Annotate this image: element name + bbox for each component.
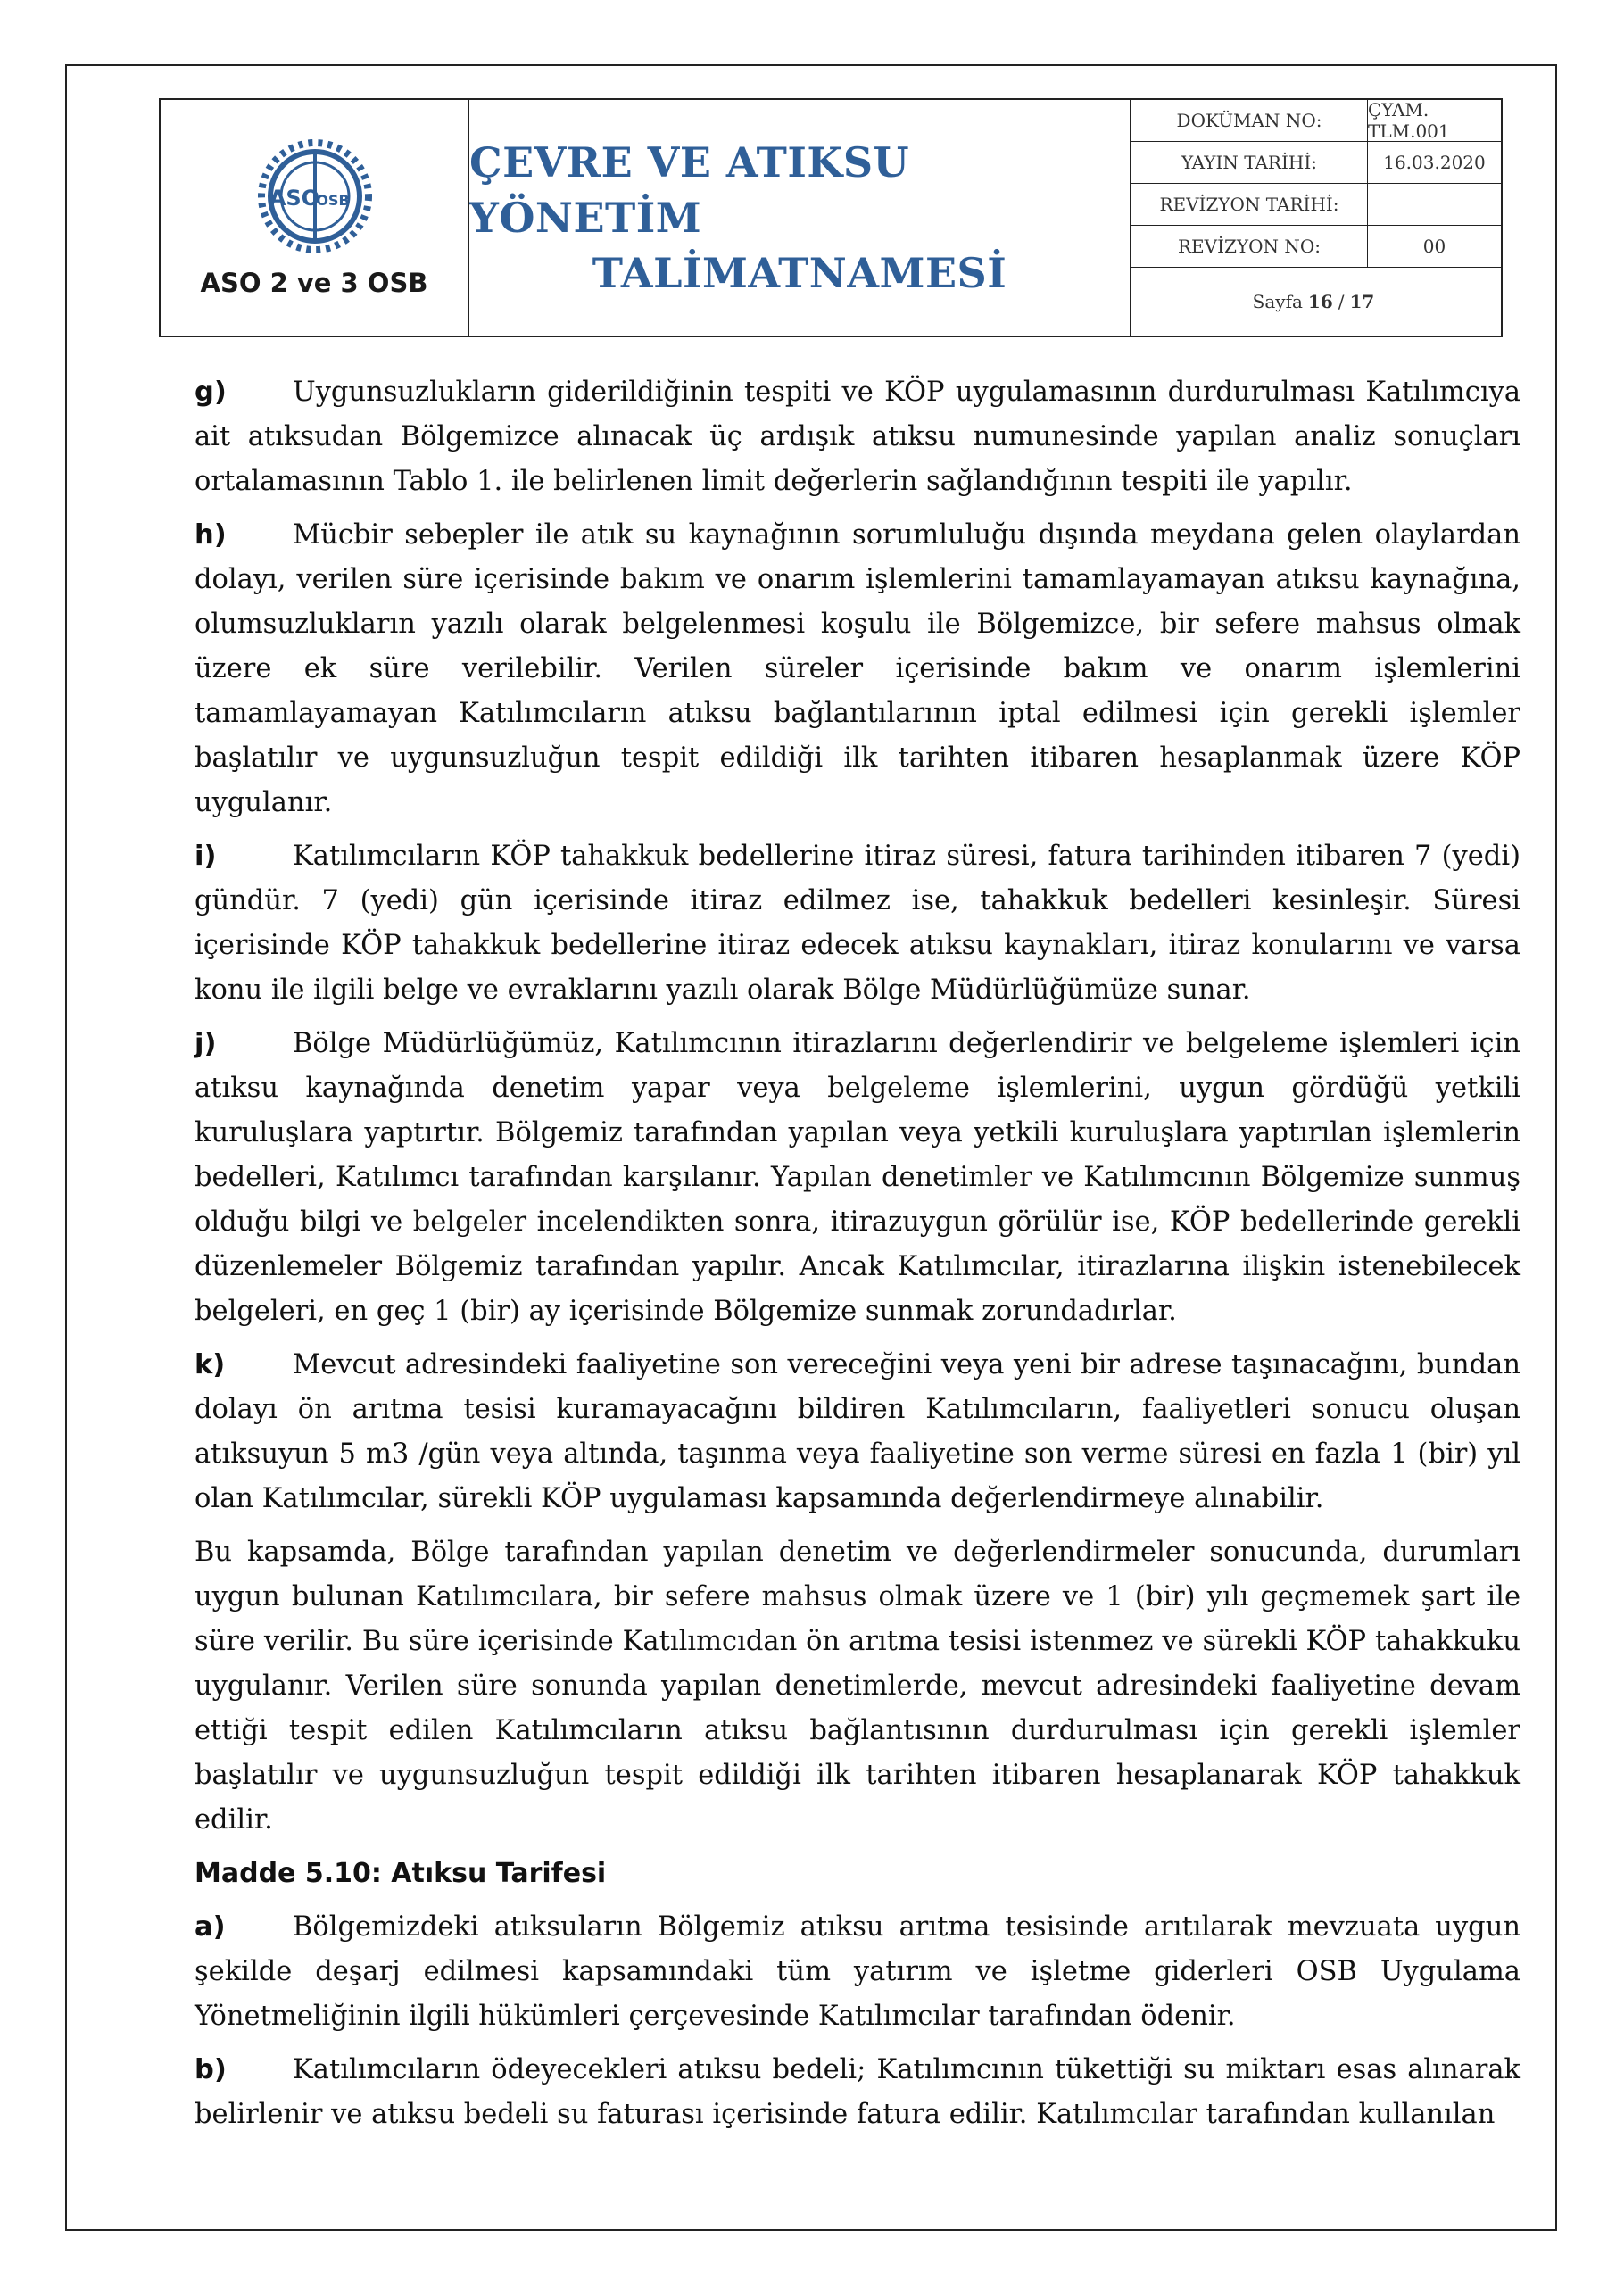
item-text: Mücbir sebepler ile atık su kaynağının sorumluluğu dışında meydana gelen olaylardan dolayı, verilen süre içerisinde bakım ve onarım işlemlerini tamamlayamayan atıksu kaynağına, olumsuzlukların yazılı olarak belgelenmesi koşulu ile Bölgemizce, bir sefere mahsus olmak üzere ek süre verilebilir. Verilen süreler içerisinde bakım ve onarım işlemlerini tamamlayamayan Katılımcıların atıksu bağlantılarının iptal edilmesi için gerekli işlemler başlatılır ve uygunsuzluğun tespit edildiği ilk tarihten itibaren hesaplanmak üzere KÖP uygulanır. bbox=[195, 519, 1520, 818]
meta-value bbox=[1368, 184, 1501, 225]
item-label: g) bbox=[195, 377, 227, 408]
item-label: h) bbox=[195, 519, 227, 551]
item-k-continuation: Bu kapsamda, Bölge tarafından yapılan denetim ve değerlendirmeler sonucunda, durumları uygun bulunan Katılımcılara, bir sefere mahsus olmak üzere ve 1 (bir) yılı geçmemek şart ile süre verilir. Bu süre içerisinde Katılımcıdan ön arıtma tesisi istenmez ve sürekli KÖP tahakkuku uygulanır. Verilen süre sonunda yapılan denetimlerde, mevcut adresindeki faaliyetine devam ettiği tespit edilen Katılımcıların atıksu bağlantısının durdurulması için gerekli işlemler başlatılır ve uygunsuzluğun tespit edildiği ilk tarihten itibaren hesaplanarak KÖP tahakkuk edilir. bbox=[195, 1537, 1520, 1836]
item-j bbox=[195, 1022, 1520, 1334]
item-text: Bölge Müdürlüğümüz, Katılımcının itirazlarını değerlendirir ve belgeleme işlemleri için atıksu kaynağında denetim yapar veya belgeleme işlemlerini, uygun gördüğü yetkili kuruluşlara yaptırtır. Bölgemiz tarafından yapılan veya yetkili kuruluşlara yaptırılan işlemlerin bedelleri, Katılımcı tarafından karşılanır. Yapılan denetimler ve Katılımcının Bölgemize sunmuş olduğu bilgi ve belgeler incelendikten sonra, itirazuygun görülür ise, KÖP bedellerinde gerekli düzenlemeler Bölgemiz tarafından yapılır. Ancak Katılımcılar, itirazlarına ilişkin istenebilecek belgeleri, en geç 1 (bir) ay içerisinde Bölgemize sunmak zorundadırlar. bbox=[195, 1028, 1520, 1327]
document-header bbox=[159, 98, 1503, 337]
item-h bbox=[195, 513, 1520, 825]
logo-cell bbox=[161, 100, 469, 336]
page-label: Sayfa bbox=[1252, 291, 1303, 312]
item-label: a) bbox=[195, 1911, 226, 1943]
meta-row-revision-no bbox=[1131, 226, 1501, 268]
page-current: 16 bbox=[1307, 291, 1333, 312]
meta-key: DOKÜMAN NO: bbox=[1131, 100, 1368, 141]
meta-row-revision-date bbox=[1131, 184, 1501, 226]
item-a bbox=[195, 1905, 1520, 2039]
aso-osb-logo bbox=[253, 134, 377, 259]
org-name: ASO 2 ve 3 OSB bbox=[200, 268, 428, 298]
item-label: b) bbox=[195, 2054, 227, 2085]
doc-title-line2: TALİMATNAMESİ bbox=[592, 249, 1007, 297]
document-body bbox=[195, 370, 1520, 2146]
item-label: j) bbox=[195, 1028, 217, 1059]
item-b bbox=[195, 2048, 1520, 2137]
meta-key: REVİZYON NO: bbox=[1131, 226, 1368, 267]
meta-value: 16.03.2020 bbox=[1383, 152, 1486, 173]
item-text: Mevcut adresindeki faaliyetine son vereceğini veya yeni bir adrese taşınacağını, bundan dolayı ön arıtma tesisi kuramayacağını bildiren Katılımcıların, faaliyetleri sonucu oluşan atıksuyun 5 m3 /gün veya altında, taşınma veya faaliyetine son verme süresi en fazla 1 (bir) yıl olan Katılımcılar, sürekli KÖP uygulaması kapsamında değerlendirmeye alınabilir. bbox=[195, 1349, 1520, 1514]
meta-cell bbox=[1131, 100, 1501, 336]
page-total: 17 bbox=[1349, 291, 1375, 312]
item-k bbox=[195, 1343, 1520, 1521]
meta-row-doc-no bbox=[1131, 100, 1501, 142]
meta-row-publish-date bbox=[1131, 142, 1501, 184]
title-cell bbox=[469, 100, 1131, 336]
item-text: Bölgemizdeki atıksuların Bölgemiz atıksu arıtma tesisinde arıtılarak mevzuata uygun şekilde deşarj edilmesi kapsamındaki tüm yatırım ve işletme giderleri OSB Uygulama Yönetmeliğinin ilgili hükümleri çerçevesinde Katılımcılar tarafından ödenir. bbox=[195, 1911, 1520, 2032]
meta-key: YAYIN TARİHİ: bbox=[1131, 142, 1368, 183]
item-g bbox=[195, 370, 1520, 504]
item-label: i) bbox=[195, 841, 217, 872]
item-text: Katılımcıların ödeyecekleri atıksu bedeli; Katılımcının tükettiği su miktarı esas alınarak belirlenir ve atıksu bedeli su faturası içerisinde fatura edilir. Katılımcılar tarafından kullanılan bbox=[195, 2054, 1520, 2130]
page-number: Sayfa 16 / 17 bbox=[1252, 291, 1375, 312]
item-text: Uygunsuzlukların giderildiğinin tespiti ve KÖP uygulamasının durdurulması Katılımcıya ait atıksudan Bölgemizce alınacak üç ardışık atıksu numunesinde yapılan analiz sonuçları ortalamasının Tablo 1. ile belirlenen limit değerlerin sağlandığının tespiti ile yapılır. bbox=[195, 377, 1520, 497]
meta-value: 00 bbox=[1422, 236, 1446, 257]
logo-text: ASO bbox=[269, 186, 320, 211]
item-label: k) bbox=[195, 1349, 226, 1380]
doc-title-line1: ÇEVRE VE ATIKSU YÖNETİM bbox=[469, 138, 910, 242]
meta-key: REVİZYON TARİHİ: bbox=[1131, 184, 1368, 225]
logo-text-2: OSB bbox=[316, 192, 350, 209]
item-text: Katılımcıların KÖP tahakkuk bedellerine itiraz süresi, fatura tarihinden itibaren 7 (yedi) gündür. 7 (yedi) gün içerisinde itiraz edilmez ise, tahakkuk bedelleri kesinleşir. Süresi içerisinde KÖP tahakkuk bedellerine itiraz edecek atıksu kaynakları, itiraz konularını ve varsa konu ile ilgili belge ve evraklarını yazılı olarak Bölge Müdürlüğümüze sunar. bbox=[195, 841, 1520, 1006]
section-heading: Madde 5.10: Atıksu Tarifesi bbox=[195, 1858, 607, 1889]
item-i bbox=[195, 834, 1520, 1013]
meta-value: ÇYAM. TLM.001 bbox=[1368, 99, 1450, 142]
